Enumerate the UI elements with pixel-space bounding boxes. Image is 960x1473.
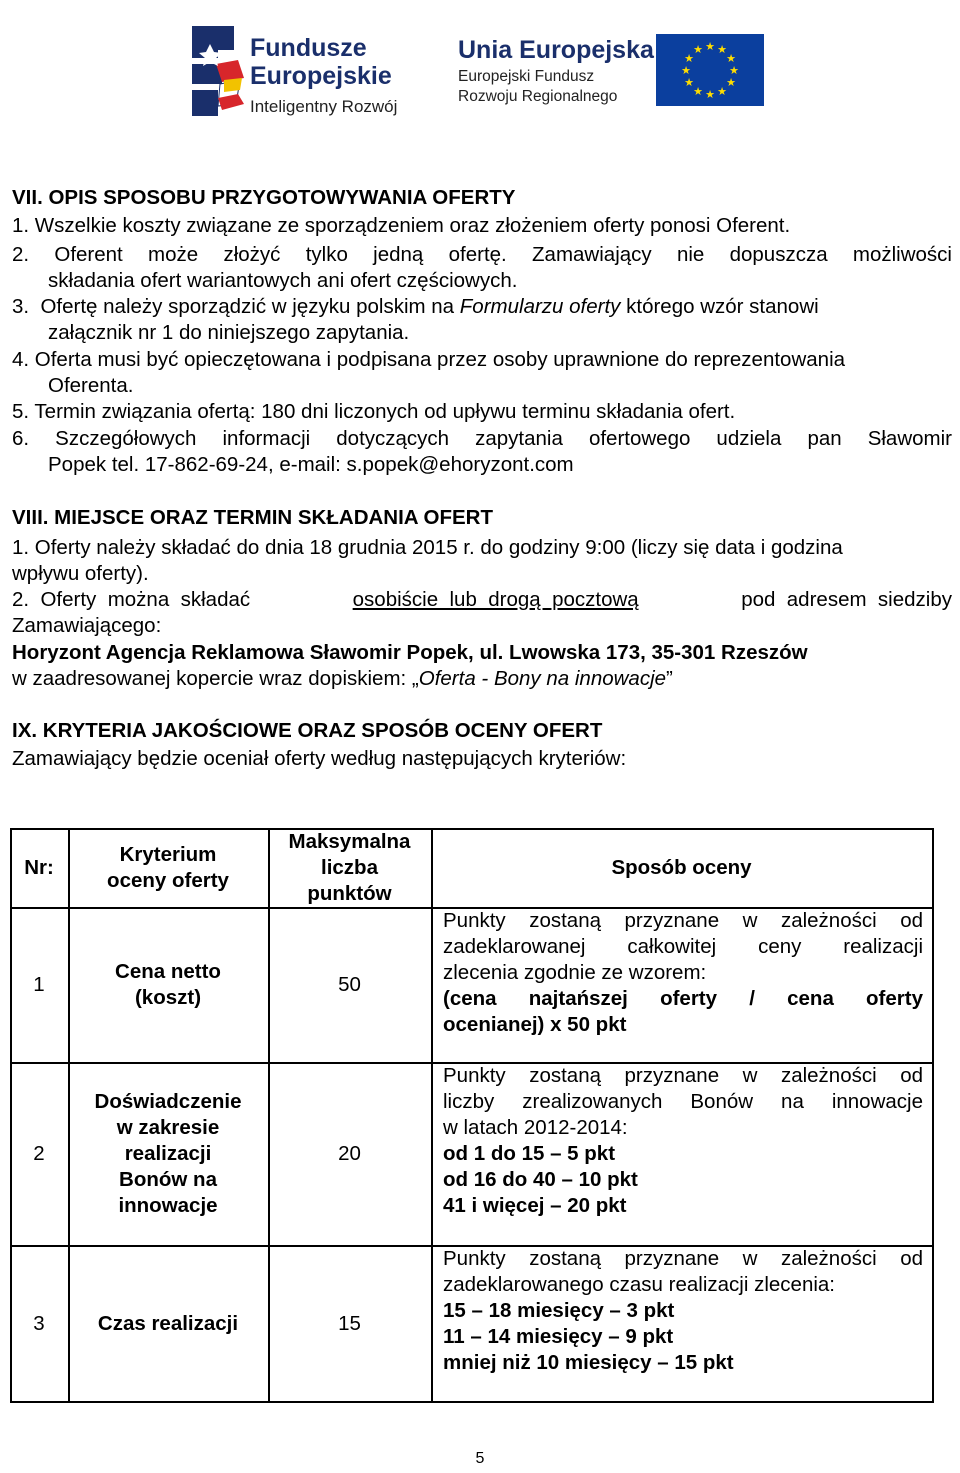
section8-item2-post: pod adresem siedziby: [729, 588, 952, 611]
section7-item6-line2: Popek tel. 17-862-69-24, e-mail: s.popek@ehoryzont.com: [48, 453, 574, 476]
page-number: 5: [475, 1450, 485, 1467]
section9-title: IX. KRYTERIA JAKOŚCIOWE ORAZ SPOSÓB OCENY OFERT: [12, 719, 603, 742]
fe-line2: Europejskie: [250, 62, 392, 90]
svg-text:★: ★: [705, 88, 715, 101]
section8-item1-line2: wpływu oferty).: [12, 562, 149, 585]
svg-text:★: ★: [684, 76, 694, 89]
section8-item2-underlined: osobiście lub drogą pocztową: [352, 588, 639, 611]
section8-item2-line2: Zamawiającego:: [12, 614, 162, 637]
unia-europejska-text: [458, 38, 654, 104]
section7-item6-line1: 6. Szczegółowych informacji dotyczących zapytania ofertowego udziela pan Sławomir: [12, 427, 952, 450]
section8-title: VIII. MIEJSCE ORAZ TERMIN SKŁADANIA OFERT: [12, 506, 494, 529]
ue-line3: Rozwoju Regionalnego: [458, 87, 618, 105]
envelope-label-italic: Oferta - Bony na innowacje: [418, 667, 667, 690]
svg-text:★: ★: [717, 85, 727, 98]
row2-sposob: Punkty zostaną przyznane w zależności od liczby zrealizowanych Bonów na innowacje w latach 2012-2014: od 1 do 15 – 5 pkt od 16 do 40 – 10 pkt 41 i więcej – 20 pkt: [443, 1064, 923, 1217]
row1-nr: 1: [33, 973, 45, 996]
section7-title: VII. OPIS SPOSOBU PRZYGOTOWYWANIA OFERTY: [12, 186, 516, 209]
section7-item3-line1: [12, 295, 952, 319]
svg-text:★: ★: [693, 43, 703, 56]
header-logos: [0, 0, 960, 140]
formularz-oferty-italic: Formularzu oferty: [459, 295, 621, 318]
section8-envelope-note: w zaadresowanej kopercie wraz dopiskiem: „Oferta - Bony na innowacje”: [12, 667, 673, 690]
ue-line1: Unia Europejska: [458, 36, 654, 64]
svg-text:★: ★: [729, 64, 739, 77]
section8-item2-line1: [12, 588, 952, 612]
th-nr: Nr:: [24, 856, 54, 879]
row3-max: 15: [338, 1311, 361, 1335]
section8-address: Horyzont Agencja Reklamowa Sławomir Popek, ul. Lwowska 173, 35-301 Rzeszów: [12, 641, 808, 664]
section9-intro: Zamawiający będzie oceniał oferty według następujących kryteriów:: [12, 747, 627, 770]
section7-item5: 5. Termin związania ofertą: 180 dni liczonych od upływu terminu składania ofert.: [12, 400, 736, 423]
svg-text:★: ★: [726, 52, 736, 65]
section7-item3-line2: załącznik nr 1 do niniejszego zapytania.: [48, 321, 410, 344]
section7-item3-pre: 3. Ofertę należy sporządzić w języku polskim na Formularzu oferty którego wzór stanowi: [12, 295, 819, 318]
row1-max: 50: [338, 973, 361, 996]
criteria-table: [10, 828, 934, 1403]
svg-text:★: ★: [681, 64, 691, 77]
section8-item2-pre: 2. Oferty można składać: [12, 588, 262, 611]
fundusze-europejskie-text: [250, 36, 397, 115]
eu-flag-icon: [656, 34, 764, 106]
svg-text:★: ★: [684, 52, 694, 65]
row2-kryterium: Doświadczenie w zakresie realizacji Bonów na innowacje: [94, 1090, 242, 1217]
section8-item1-line1: 1. Oferty należy składać do dnia 18 grudnia 2015 r. do godziny 9:00 (liczy się data i godzina: [12, 536, 843, 559]
section7-item4-line2: Oferenta.: [48, 374, 134, 397]
row3-kryterium: Czas realizacji: [97, 1311, 239, 1335]
svg-text:★: ★: [693, 85, 703, 98]
svg-text:★: ★: [726, 76, 736, 89]
svg-text:★: ★: [705, 40, 715, 53]
section7-item2-line2: składania ofert wariantowych ani ofert częściowych.: [48, 269, 518, 292]
row3-sposob: Punkty zostaną przyznane w zależności od zadeklarowanego czasu realizacji zlecenia: 15 – 18 miesięcy – 3 pkt 11 – 14 miesięcy – 9 pkt mniej niż 10 miesięcy – 15 pkt: [443, 1247, 923, 1374]
svg-text:★: ★: [717, 43, 727, 56]
ue-line2: Europejski Fundusz: [458, 68, 595, 85]
row2-nr: 2: [33, 1142, 45, 1165]
section7-item4-line1: 4. Oferta musi być opieczętowana i podpisana przez osoby uprawnione do reprezentowania: [12, 348, 846, 371]
section7-item2-line1: 2. Oferent może złożyć tylko jedną ofertę. Zamawiający nie dopuszcza możliwości: [12, 243, 952, 266]
row1-kryterium: Cena netto (koszt): [115, 960, 221, 1009]
row2-max: 20: [338, 1142, 361, 1165]
th-max-points: Maksymalna liczba punktów: [288, 830, 411, 905]
row1-sposob: Punkty zostaną przyznane w zależności od zadeklarowanej całkowitej ceny realizacji zlecenia zgodnie ze wzorem: (cena najtańszej oferty / cena oferty ocenianej) x 50 pkt: [443, 909, 923, 1036]
fe-line1: Fundusze: [250, 34, 367, 62]
section7-item1: 1. Wszelkie koszty związane ze sporządzeniem oraz złożeniem oferty ponosi Oferent.: [12, 214, 791, 237]
fe-line3: Inteligentny Rozwój: [250, 97, 398, 116]
th-kryterium: Kryterium oceny oferty: [107, 843, 229, 892]
row3-nr: 3: [33, 1311, 45, 1335]
th-sposob: Sposób oceny: [611, 856, 752, 879]
